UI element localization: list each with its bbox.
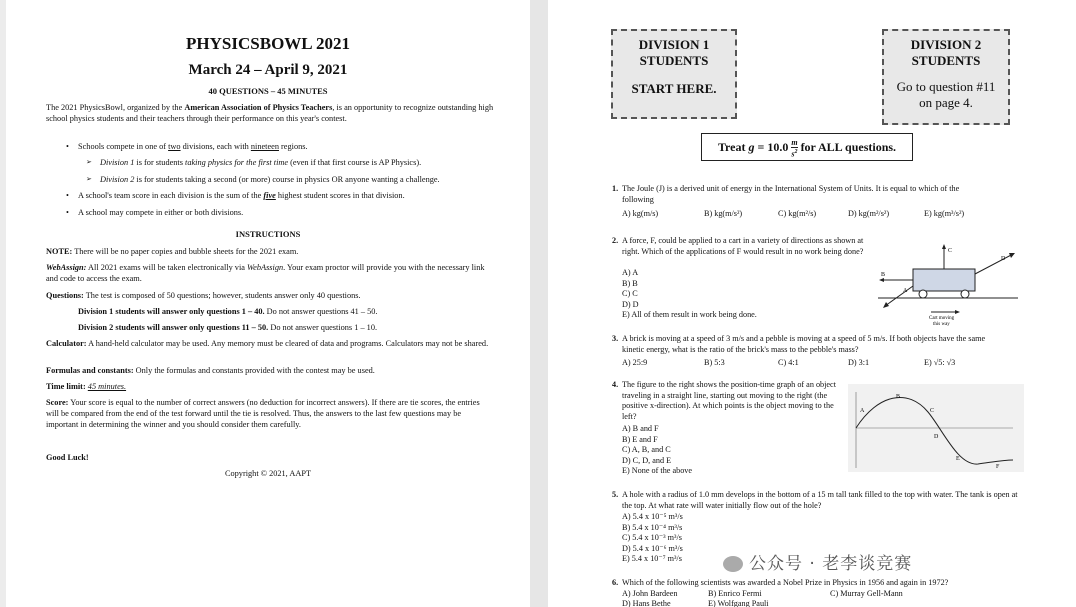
calculator-paragraph: Calculator: A hand-held calculator may be used. Any memory must be cleared of data and programs. Calculators may not be shared. [46, 339, 489, 348]
division2-page: on page 4. [919, 95, 973, 110]
q5-option-e[interactable]: E) 5.4 x 10⁻⁷ m³/s [622, 554, 682, 563]
q2-option-e[interactable]: E) All of them result in work being done. [622, 310, 757, 319]
q5-option-b[interactable]: B) 5.4 x 10⁻⁴ m³/s [622, 522, 683, 532]
cart-moving-label-2: this way [933, 322, 950, 327]
q3-option-d[interactable]: D) 3:1 [848, 358, 870, 367]
cart-label-c: C [948, 248, 953, 254]
q3-option-a[interactable]: A) 25:9 [622, 358, 648, 367]
graph-label-a: A [860, 408, 865, 414]
q4-option-a[interactable]: A) B and F [622, 424, 659, 433]
q1-option-b[interactable]: B) kg(m/s²) [704, 209, 743, 218]
cart-diagram [873, 236, 1023, 328]
left-page [6, 0, 530, 607]
questions-paragraph: Questions: The test is composed of 50 questions; however, students answer only 40 questions. [46, 291, 361, 300]
division1-students: STUDENTS [639, 53, 709, 68]
question-3: 3. A brick is moving at a speed of 3 m/s and a pebble is moving at a speed of 5 m/s. If both objects have the same kinetic energy, what is the ratio of the brick's mass to the pebble's mass? [612, 334, 986, 354]
division1-start: START HERE. [631, 81, 717, 96]
graph-label-e: E [956, 456, 960, 462]
page-gap [530, 0, 548, 607]
q1-option-e[interactable]: E) kg(m³/s²) [924, 209, 965, 218]
q1-option-a[interactable]: A) kg(m/s) [622, 209, 659, 218]
note-paragraph: NOTE: There will be no paper copies and bubble sheets for the 2021 exam. [46, 247, 299, 256]
question-6: 6. Which of the following scientists was awarded a Nobel Prize in Physics in 1956 and again in 1972? [612, 578, 949, 587]
score-paragraph: Score: Your score is equal to the number of correct answers (no deduction for incorrect answers). If there are tie scores, the entries will be compared from the end of the test forward until the tie is resolved. Thus, the answers to the last few questions may be important in determining the winner and you should consider them carefully. [46, 398, 480, 429]
q2-option-a[interactable]: A) A [622, 268, 639, 277]
good-luck: Good Luck! [46, 453, 89, 462]
position-time-graph [848, 384, 1024, 472]
division2-questions: Division 2 students will answer only questions 11 – 50. Do not answer questions 1 – 10. [78, 323, 378, 332]
watermark: 公众号 · 老李谈竞赛 [723, 549, 912, 574]
q6-option-b[interactable]: B) Enrico Fermi [708, 589, 762, 598]
cart-label-b: B [881, 272, 886, 278]
copyright: Copyright © 2021, AAPT [224, 469, 312, 478]
intro-paragraph: The 2021 PhysicsBowl, organized by the American Association of Physics Teachers, is an opportunity to recognize outstanding high school physics students and their teachers through their performance on this year's contest. [46, 103, 494, 123]
q6-option-a[interactable]: A) John Bardeen [622, 589, 678, 598]
q5-option-a[interactable]: A) 5.4 x 10⁻⁵ m³/s [622, 512, 683, 521]
treat-g-box: Treat g = 10.0 $\frac{m}{s^2}$ for ALL questions. [701, 133, 913, 161]
question-4: 4. The figure to the right shows the position-time graph of an object traveling in a straight line, starting out moving to the right (the positive x-direction). At which points is the object moving to the left? [612, 380, 836, 421]
wechat-icon [723, 556, 743, 572]
question-2: 2. A force, F, could be applied to a cart in a variety of directions as shown at right. Which of the applications of F would result in no work being done? [612, 236, 864, 256]
division2-students: STUDENTS [911, 53, 981, 68]
q5-option-c[interactable]: C) 5.4 x 10⁻³ m³/s [622, 533, 682, 542]
q6-option-e[interactable]: E) Wolfgang Pauli [708, 599, 769, 607]
q3-option-e[interactable]: E) √5: √3 [924, 358, 956, 367]
q5-option-d[interactable]: D) 5.4 x 10⁻⁶ m³/s [622, 543, 683, 553]
q4-option-d[interactable]: D) C, D, and E [622, 455, 672, 465]
graph-label-d: D [934, 434, 939, 440]
q4-option-e[interactable]: E) None of the above [622, 466, 693, 475]
q2-option-d[interactable]: D) D [622, 299, 639, 309]
time-limit: Time limit: 45 minutes. [46, 382, 127, 391]
division2-box [882, 29, 1010, 125]
division2-goto: Go to question #11 [896, 79, 996, 94]
q2-option-b[interactable]: B) B [622, 278, 638, 288]
division1-questions: Division 1 students will answer only questions 1 – 40. Do not answer questions 41 – 50. [78, 307, 378, 316]
q3-option-c[interactable]: C) 4:1 [778, 358, 799, 367]
contest-dates: March 24 – April 9, 2021 [188, 62, 348, 78]
q4-options [622, 424, 692, 477]
q5-options [622, 512, 683, 565]
graph-label-b: B [896, 394, 901, 400]
q6-option-d[interactable]: D) Hans Bethe [622, 599, 671, 607]
q4-option-c[interactable]: C) A, B, and C [622, 445, 671, 454]
graph-label-c: C [930, 408, 935, 414]
question-1: 1. The Joule (J) is a derived unit of energy in the International System of Units. It is equal to which of the following [612, 184, 960, 204]
graph-label-f: F [996, 464, 1000, 470]
q4-option-b[interactable]: B) E and F [622, 434, 658, 444]
instructions-heading: INSTRUCTIONS [235, 229, 301, 239]
bullet-team-score: • A school's team score in each division is the sum of the five highest student scores in that division. [66, 191, 405, 200]
q1-option-c[interactable]: C) kg(m²/s) [778, 209, 817, 218]
cart-moving-label: Cart moving [929, 316, 955, 321]
q3-option-b[interactable]: B) 5:3 [704, 358, 725, 367]
contest-subtitle: 40 QUESTIONS – 45 MINUTES [208, 86, 328, 96]
q6-option-c[interactable]: C) Murray Gell-Mann [830, 589, 903, 598]
question-5: 5. A hole with a radius of 1.0 mm develops in the bottom of a 15 m tall tank filled to the top with water. The tank is open at the top. At what rate will water initially flow out of the hole? [612, 490, 1018, 510]
division1-description: ➢ Division 1 is for students taking physics for the first time (even if that first course is AP Physics). [86, 158, 422, 167]
webassign-paragraph: WebAssign: All 2021 exams will be taken electronically via WebAssign. Your exam proctor will provide you with the necessary link and code to access the exam. [46, 263, 485, 283]
cart-label-d: D [1001, 256, 1006, 262]
division2-description: ➢ Division 2 is for students taking a second (or more) course in physics OR anyone wanting a challenge. [86, 175, 440, 184]
page-title: PHYSICSBOWL 2021 [186, 34, 350, 53]
q2-option-c[interactable]: C) C [622, 289, 638, 298]
q2-options [622, 268, 757, 321]
q1-option-d[interactable]: D) kg(m²/s²) [848, 209, 890, 218]
division1-label: DIVISION 1 [638, 37, 710, 52]
bullet-divisions: • Schools compete in one of two divisions, each with nineteen regions. [66, 142, 308, 151]
bullet-either-division: • A school may compete in either or both divisions. [66, 208, 244, 217]
right-page [548, 0, 1076, 607]
cart-label-a: A [903, 288, 908, 294]
formulas-paragraph: Formulas and constants: Only the formulas and constants provided with the contest may be used. [46, 366, 375, 375]
division1-box [611, 29, 737, 119]
division2-label: DIVISION 2 [910, 37, 982, 52]
